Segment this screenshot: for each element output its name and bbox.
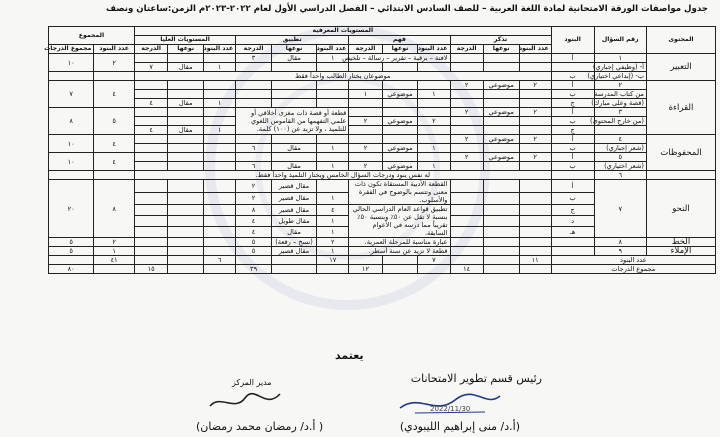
cell: ١ bbox=[317, 144, 349, 153]
cell: ٦ bbox=[236, 162, 272, 171]
item-label: ب bbox=[551, 90, 594, 99]
cell: ١١ bbox=[519, 256, 551, 265]
cell: ١ bbox=[317, 216, 349, 227]
category-grammar: النحو bbox=[646, 180, 715, 238]
row-expression-a bbox=[49, 54, 716, 63]
row-memorization-a bbox=[49, 135, 716, 144]
cell: ١ bbox=[418, 162, 450, 171]
cell: ٢ bbox=[236, 180, 272, 193]
header-apply: تطبيق bbox=[236, 36, 349, 45]
cell: ١ bbox=[349, 90, 382, 99]
h-count: عدد البنود bbox=[204, 45, 236, 54]
h-count: عدد البنود bbox=[418, 45, 450, 54]
cell: ١٤ bbox=[450, 265, 483, 274]
question-number: ١ bbox=[594, 54, 646, 63]
cell: ١ bbox=[94, 247, 134, 256]
row-reading-c bbox=[49, 99, 716, 108]
cell: ٢٠ bbox=[49, 180, 94, 238]
cell: ٨ bbox=[236, 205, 272, 216]
cell: مقال قصير bbox=[271, 247, 316, 256]
cell: مقال bbox=[271, 162, 316, 171]
row-reading-f bbox=[49, 126, 716, 135]
cell: ٤ bbox=[94, 153, 134, 171]
category-memorization: المحفوظات bbox=[646, 135, 715, 171]
cell: ٢ bbox=[450, 81, 483, 90]
cell: ١٠ bbox=[49, 153, 94, 171]
cell: ٢ bbox=[349, 117, 382, 126]
cell: ٤ bbox=[134, 126, 168, 135]
h-type: نوعها bbox=[483, 45, 519, 54]
page-title: جدول مواصفات الورقة الامتحانية لمادة اللغة العربية – للصف السادس الابتدائي – الفصل الدراسي الأول لعام ٢٠٢٢-٢٠٢٣م الزمن:ساعتان ونصف bbox=[106, 4, 708, 14]
cell: مقال قصير bbox=[271, 205, 316, 216]
row-scores-total bbox=[49, 265, 716, 274]
question-number: ٩ bbox=[594, 247, 646, 256]
cell: ٢ bbox=[450, 153, 483, 162]
item-label: ب bbox=[551, 162, 594, 171]
cell: مقال bbox=[271, 144, 316, 153]
cell-text: قطعة أو قصة ذات مغزى أخلاقي أو علمي التفهمها من القاموس اللغوي للتلميذ ، ولا تزيد عن (١٠٠) كلمة. bbox=[236, 108, 349, 135]
h-score: الدرجة bbox=[236, 45, 272, 54]
item-label: د bbox=[551, 216, 594, 227]
question-number: ٥ bbox=[594, 153, 646, 162]
row-handwriting bbox=[49, 238, 716, 247]
cell: موضوعي bbox=[382, 144, 418, 153]
head-name: (أ.د/ منى إبراهيم الليبودي) bbox=[399, 420, 520, 433]
question-number: ٨ bbox=[594, 238, 646, 247]
h-count: عدد البنود bbox=[519, 45, 551, 54]
cell: ٥ bbox=[49, 247, 94, 256]
cell: ١٧ bbox=[317, 256, 349, 265]
header-row-1 bbox=[49, 27, 716, 36]
cell: مقال bbox=[168, 126, 204, 135]
cell: مقال bbox=[168, 99, 204, 108]
category-handwriting: الخط bbox=[646, 238, 715, 247]
cell: ٨ bbox=[94, 180, 134, 238]
cell: ١ bbox=[317, 162, 349, 171]
cell: ٤ bbox=[134, 99, 168, 108]
cell: ٢ bbox=[317, 238, 349, 247]
cell: ٥ bbox=[94, 108, 134, 135]
director-signature bbox=[205, 388, 285, 416]
cell: (نسخ – رقعة) bbox=[271, 238, 316, 247]
cell: ٢ bbox=[94, 238, 134, 247]
cell: ٤ bbox=[236, 227, 272, 238]
cell: مقال bbox=[271, 54, 316, 63]
h-type: نوعها bbox=[271, 45, 316, 54]
item-label: ب bbox=[551, 144, 594, 153]
row-q6 bbox=[49, 171, 716, 180]
cell: ١ bbox=[418, 144, 450, 153]
cell: ٥ bbox=[236, 247, 272, 256]
row-dictation bbox=[49, 247, 716, 256]
cell: ١ bbox=[204, 63, 236, 72]
cell: ٢ bbox=[519, 135, 551, 144]
cell: ٨٠ bbox=[49, 265, 94, 274]
item-label: ج bbox=[551, 126, 594, 135]
cell: ٨ bbox=[49, 108, 94, 135]
cell: (شعر اختياري) bbox=[594, 162, 646, 171]
cell: ١٠ bbox=[49, 54, 94, 72]
row-grammar-a bbox=[49, 180, 716, 193]
cell: موضوعي bbox=[382, 117, 418, 126]
cell: موضوعي bbox=[483, 135, 519, 144]
scores-total-label: مجموع الدرجات bbox=[551, 265, 715, 274]
cell: ٤ bbox=[94, 135, 134, 153]
row-memorization-d bbox=[49, 162, 716, 171]
question-number: ٧ bbox=[594, 180, 646, 238]
cell: موضوعي bbox=[382, 90, 418, 99]
cell-text: لافتة – برقية – تقرير – رسالة – تلخيص bbox=[349, 54, 450, 63]
cell: مقال bbox=[271, 227, 316, 238]
header-items: البنود bbox=[551, 27, 594, 54]
cell: (قصة وعلى مبارك) bbox=[594, 99, 646, 108]
cell: ١٠ bbox=[49, 135, 94, 153]
cell: ١ bbox=[317, 247, 349, 256]
cell: ١ bbox=[317, 192, 349, 205]
cell: ٧ bbox=[49, 81, 94, 108]
cell: ب- (إبداعي اختياري) bbox=[594, 72, 646, 81]
cell: موضوعي bbox=[483, 108, 519, 117]
cell: ٢ bbox=[519, 108, 551, 117]
cell: موضوعان يختار الطالب واحداً فقط bbox=[134, 72, 551, 81]
cell-text: تطبيق قواعد العام الدراسي الحالي بنسبة لا تقل عن ٥٠٪ وبنسبة ٥٠٪ تقريباً مما درسه في الأعوام السابقة. bbox=[349, 205, 450, 238]
cell: موضوعي bbox=[483, 153, 519, 162]
item-label: ج bbox=[551, 99, 594, 108]
item-label: ب bbox=[551, 117, 594, 126]
item-label: أ bbox=[551, 54, 594, 63]
h-type: نوعها bbox=[382, 45, 418, 54]
cell-text: القطعة الأدبية المستقاة تكون ذات معنى وتتسم بالوضوح في الفقرة والأسلوب. bbox=[349, 180, 450, 205]
row-memorization-b bbox=[49, 144, 716, 153]
cell: ٤ bbox=[236, 216, 272, 227]
cell: ٢ bbox=[450, 108, 483, 117]
category-dictation: الإملاء bbox=[646, 247, 715, 256]
category-expression: التعبير bbox=[646, 54, 715, 81]
header-remember: تذكر bbox=[450, 36, 551, 45]
row-items-total bbox=[49, 256, 716, 265]
cell: ١ bbox=[418, 90, 450, 99]
cell: ١٥ bbox=[134, 265, 168, 274]
row-reading-d bbox=[49, 108, 716, 117]
cell: ٢ bbox=[450, 135, 483, 144]
h-total-scores: مجموع الدرجات bbox=[49, 45, 94, 54]
cell: ٢ bbox=[519, 153, 551, 162]
head-signature bbox=[395, 388, 505, 418]
cell: ١ bbox=[317, 54, 349, 63]
item-label: أ bbox=[551, 180, 594, 193]
cell: أ- (وظيفي إجباري) bbox=[594, 63, 646, 72]
cell: مقال طويل bbox=[271, 216, 316, 227]
row-memorization-c bbox=[49, 153, 716, 162]
items-total-label: عدد البنود bbox=[551, 256, 715, 265]
cell: ٤ bbox=[317, 205, 349, 216]
head-title: رئيس قسم تطوير الامتحانات bbox=[410, 372, 542, 385]
specification-table bbox=[44, 26, 716, 274]
cell: ٢ bbox=[519, 81, 551, 90]
cell-text: عبارة مناسبة للمرحلة العمرية. bbox=[349, 238, 450, 247]
cell: ٢ bbox=[94, 54, 134, 72]
item-label: ج bbox=[551, 205, 594, 216]
approval-label: يعتمد bbox=[335, 349, 364, 362]
item-label: ب bbox=[551, 72, 594, 81]
cell: ٢ bbox=[236, 192, 272, 205]
cell: مقال قصير bbox=[271, 180, 316, 193]
cell: مقال bbox=[168, 63, 204, 72]
director-name: ( أ.د/ رمضان محمد رمضان) bbox=[196, 420, 324, 433]
cell: ١ bbox=[317, 227, 349, 238]
h-count: عدد البنود bbox=[317, 45, 349, 54]
director-title: مدير المركز bbox=[232, 378, 272, 387]
signature-date: 2022/11/30 bbox=[430, 405, 471, 413]
cell: ٧ bbox=[418, 256, 450, 265]
question-number: ٦ bbox=[594, 171, 646, 180]
cell: ٦ bbox=[236, 144, 272, 153]
cell: (من خارج المحتوى) bbox=[594, 117, 646, 126]
item-label: أ bbox=[551, 135, 594, 144]
row-expression-b bbox=[49, 72, 716, 81]
header-understand: فهم bbox=[349, 36, 450, 45]
cell: له نفس بنود ودرجات السؤال الخامس ويختار التلميذ واحداً فقط. bbox=[134, 171, 551, 180]
cell: موضوعي bbox=[483, 81, 519, 90]
row-expression-a2 bbox=[49, 63, 716, 72]
row-reading-a bbox=[49, 81, 716, 90]
header-total: المجموع bbox=[49, 27, 135, 45]
cell: من كتاب المدرسة bbox=[594, 90, 646, 99]
cell: مقال قصير bbox=[271, 192, 316, 205]
header-content: المحتوى bbox=[646, 27, 715, 54]
header-question-no: رقم السؤال bbox=[594, 27, 646, 54]
question-number: ٢ bbox=[594, 81, 646, 90]
h-score: الدرجة bbox=[349, 45, 382, 54]
h-total-items: عدد البنود bbox=[94, 45, 134, 54]
row-reading-e bbox=[49, 117, 716, 126]
cell: ٢ bbox=[418, 117, 450, 126]
row-reading-b bbox=[49, 90, 716, 99]
header-high: المستويات العليا bbox=[134, 36, 235, 45]
h-type: نوعها bbox=[168, 45, 204, 54]
cell: ٢ bbox=[349, 144, 382, 153]
cell: ٣ bbox=[236, 54, 272, 63]
cell: ١ bbox=[204, 99, 236, 108]
cell: ٥ bbox=[49, 238, 94, 247]
h-score: الدرجة bbox=[134, 45, 168, 54]
question-number: ٣ bbox=[594, 108, 646, 117]
cell-text: قطعة لا تزيد عن سنة أسطر. bbox=[349, 247, 450, 256]
category-reading: القراءة bbox=[646, 81, 715, 135]
item-label: ب bbox=[551, 192, 594, 205]
item-label: أ bbox=[551, 108, 594, 117]
cell: (شعر إجباري) bbox=[594, 144, 646, 153]
cell: ٥ bbox=[236, 238, 272, 247]
item-label: أ bbox=[551, 81, 594, 90]
cell: ٤١ bbox=[94, 256, 134, 265]
cell: موضوعي bbox=[382, 162, 418, 171]
cell: ٤ bbox=[94, 81, 134, 108]
h-score: الدرجة bbox=[450, 45, 483, 54]
cell: ٧ bbox=[134, 63, 168, 72]
header-cognitive: المستويات المعرفية bbox=[134, 27, 551, 36]
cell: ٦ bbox=[204, 256, 236, 265]
cell: ٣٩ bbox=[236, 265, 272, 274]
item-label: أ bbox=[551, 153, 594, 162]
cell: ١ bbox=[204, 126, 236, 135]
cell: ٢ bbox=[349, 162, 382, 171]
item-label: هـ bbox=[551, 227, 594, 238]
question-number: ٤ bbox=[594, 135, 646, 144]
cell: ١٢ bbox=[349, 265, 382, 274]
